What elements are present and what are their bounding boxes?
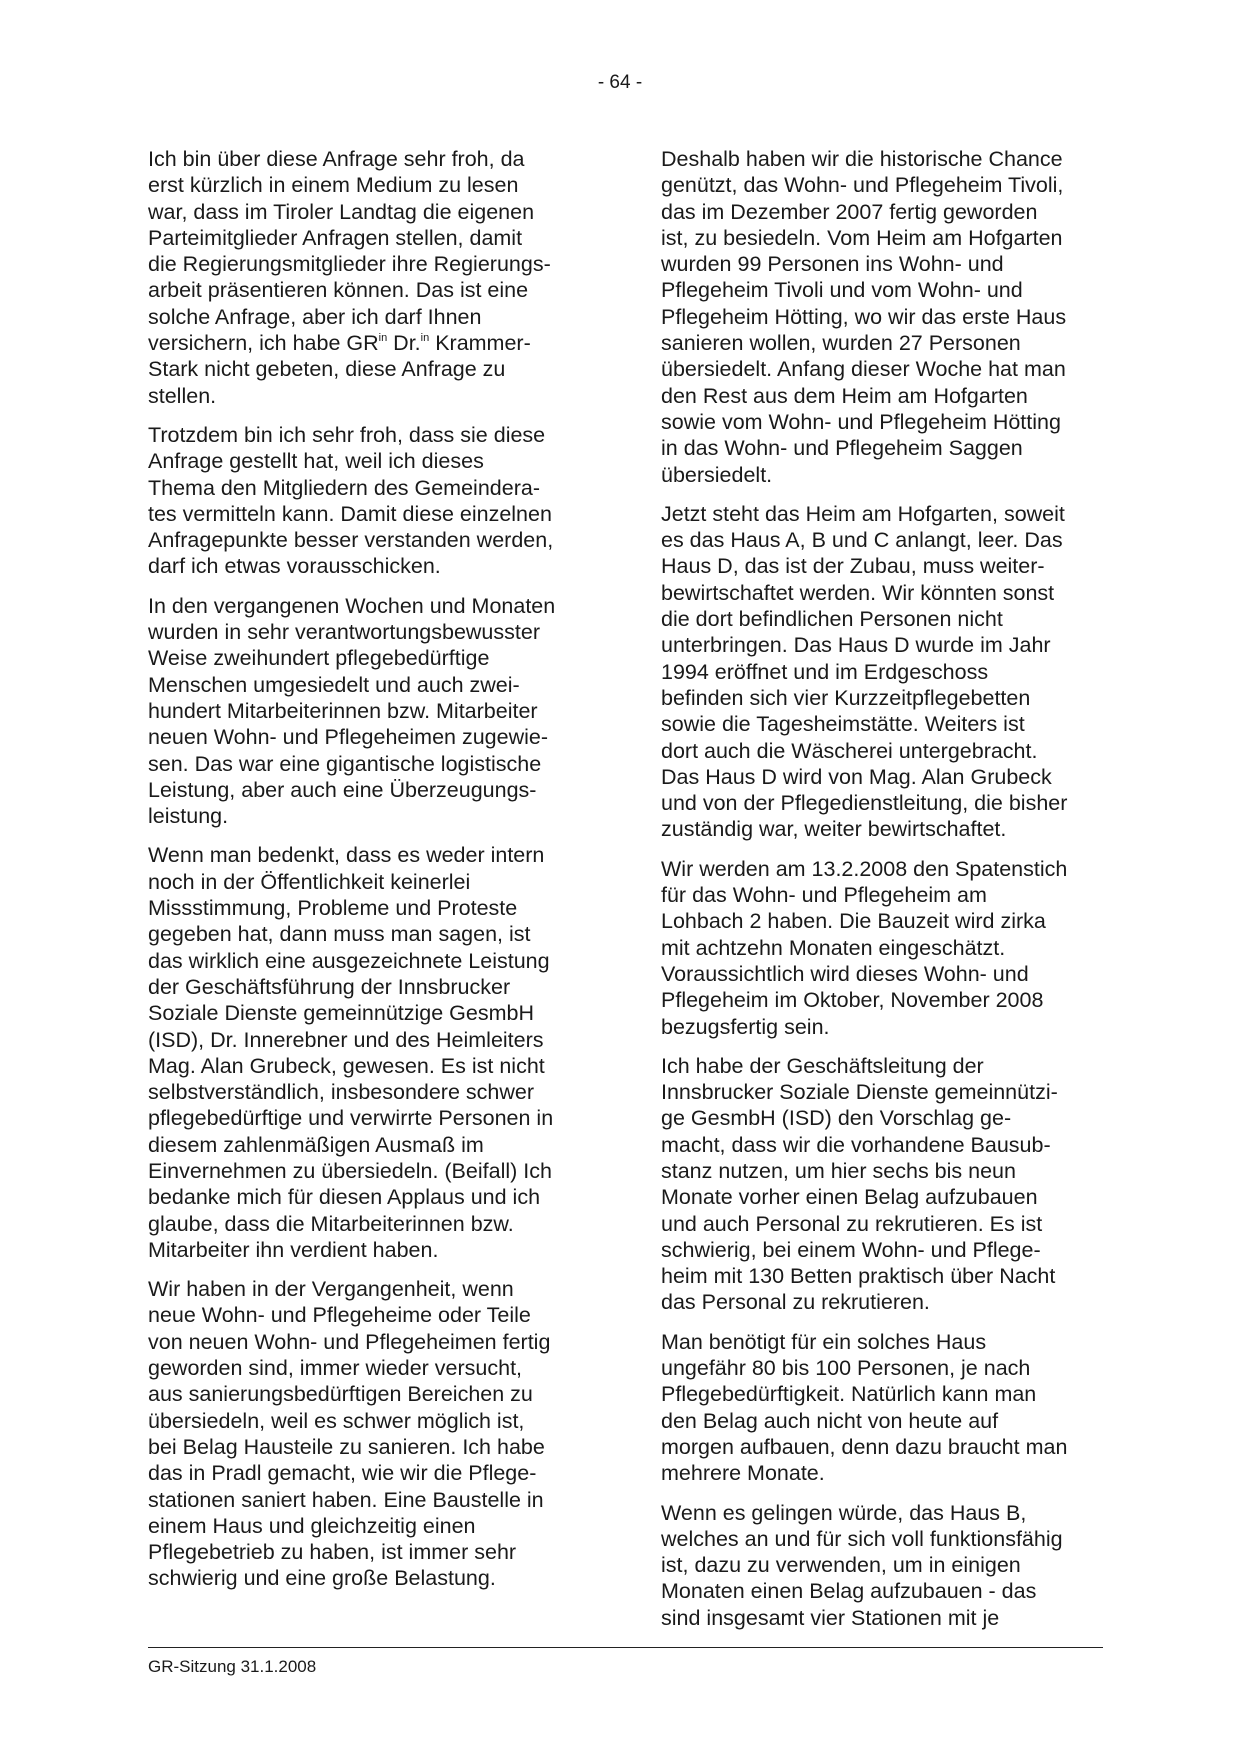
text-line: Man benötigt für ein solches Haus [661,1329,987,1354]
text-line: sowie die Tagesheimstätte. Weiters ist [661,712,1025,737]
paragraph [148,422,588,580]
text-line: der Geschäftsführung der Innsbrucker [148,974,511,999]
text-line: stationen saniert haben. Eine Baustelle in [148,1487,544,1512]
text-line: Jetzt steht das Heim am Hofgarten, soweit [661,501,1065,526]
text-line: (ISD), Dr. Innerebner und des Heimleiters [148,1027,544,1052]
text-line: tes vermitteln kann. Damit diese einzelnen [148,501,552,526]
text-line: Monaten einen Belag aufzubauen - das [661,1579,1037,1604]
text-line: für das Wohn- und Pflegeheim am [661,883,987,908]
text-line: die dort befindlichen Personen nicht [661,607,1003,632]
text-line: war, dass im Tiroler Landtag die eigenen [148,199,535,224]
text-line: Thema den Mitgliedern des Gemeindera- [148,475,540,500]
text-line: neuen Wohn- und Pflegeheimen zugewie- [148,725,549,750]
text-line: bezugsfertig sein. [661,1014,830,1039]
text-line: stellen. [148,383,217,408]
text-line: unterbringen. Das Haus D wurde im Jahr [661,633,1051,658]
text-line: gegeben hat, dann muss man sagen, ist [148,922,531,947]
text-line: das in Pradl gemacht, wie wir die Pflege- [148,1461,537,1486]
text-line: übersiedelt. Anfang dieser Woche hat man [661,357,1066,382]
text-line: es das Haus A, B und C anlangt, leer. Das [661,528,1063,553]
text-line: hundert Mitarbeiterinnen bzw. Mitarbeiter [148,698,538,723]
paragraph [661,856,1101,1040]
text-line: arbeit präsentieren können. Das ist eine [148,278,529,303]
text-line: macht, dass wir die vorhandene Bausub- [661,1132,1051,1157]
text-line: Menschen umgesiedelt und auch zwei- [148,672,520,697]
text-line: leistung. [148,804,229,829]
text-line: übersiedeln, weil es schwer möglich ist, [148,1408,525,1433]
right-column [661,146,1101,1644]
text-line: Pflegeheim im Oktober, November 2008 [661,988,1044,1013]
text-line: Trotzdem bin ich sehr froh, dass sie diese [148,422,546,447]
paragraph [148,146,588,409]
text-line: neue Wohn- und Pflegeheime oder Teile [148,1303,531,1328]
text-line: ungefähr 80 bis 100 Personen, je nach [661,1356,1031,1381]
paragraph [148,1276,588,1592]
text-line: Anfrage gestellt hat, weil ich dieses [148,449,484,474]
text-line: aus sanierungsbedürftigen Bereichen zu [148,1382,533,1407]
text-line: sind insgesamt vier Stationen mit je [661,1605,1000,1630]
text-line: mit achtzehn Monaten eingeschätzt. [661,935,1006,960]
text-line: wurden in sehr verantwortungsbewusster [148,620,540,645]
text-line: morgen aufbauen, denn dazu braucht man [661,1434,1068,1459]
text-line: erst kürzlich in einem Medium zu lesen [148,173,519,198]
text-line: in das Wohn- und Pflegeheim Saggen [661,436,1023,461]
text-line: Ich habe der Geschäftsleitung der [661,1053,984,1078]
text-line: Pflegeheim Tivoli und vom Wohn- und [661,278,1023,303]
text-line: das wirklich eine ausgezeichnete Leistung [148,948,550,973]
text-line [148,330,588,356]
text-line: und auch Personal zu rekrutieren. Es ist [661,1211,1043,1236]
text-line: selbstverständlich, insbesondere schwer [148,1080,535,1105]
text-line: die Regierungsmitglieder ihre Regierungs- [148,252,551,277]
text-line: Pflegeheim Hötting, wo wir das erste Haus [661,304,1067,329]
left-column [148,146,588,1605]
text-line: das Personal zu rekrutieren. [661,1290,930,1315]
text-line: Leistung, aber auch eine Überzeugungs- [148,777,537,802]
text-line: Mag. Alan Grubeck, gewesen. Es ist nicht [148,1053,545,1078]
text-line: noch in der Öffentlichkeit keinerlei [148,869,471,894]
superscript: in [420,332,430,345]
text-line: Wir haben in der Vergangenheit, wenn [148,1277,514,1302]
text-line: glaube, dass die Mitarbeiterinnen bzw. [148,1211,514,1236]
text-line: schwierig und eine große Belastung. [148,1566,496,1591]
text-line: mehrere Monate. [661,1461,825,1486]
text-line: den Rest aus dem Heim am Hofgarten [661,383,1028,408]
text-line: sen. Das war eine gigantische logistische [148,751,542,776]
text-line: bei Belag Hausteile zu sanieren. Ich habe [148,1434,545,1459]
text-line: bewirtschaftet werden. Wir könnten sonst [661,580,1055,605]
text-line: den Belag auch nicht von heute auf [661,1408,999,1433]
superscript: in [378,332,388,345]
text-line: diesem zahlenmäßigen Ausmaß im [148,1132,484,1157]
text-line: Soziale Dienste gemeinnützige GesmbH [148,1001,535,1026]
text-line: Deshalb haben wir die historische Chance [661,147,1063,171]
text-line: dort auch die Wäscherei untergebracht. [661,738,1038,763]
text-line: Das Haus D wird von Mag. Alan Grubeck [661,764,1052,789]
text-line: Wenn es gelingen würde, das Haus B, [661,1500,1027,1525]
paragraph [661,501,1101,843]
text-line: einem Haus und gleichzeitig einen [148,1513,476,1538]
text-fragment: Krammer- [429,331,531,356]
text-fragment: versichern, ich habe GR [148,331,379,356]
text-line: von neuen Wohn- und Pflegeheimen fertig [148,1329,551,1354]
text-line: Wenn man bedenkt, dass es weder intern [148,843,545,868]
text-line: heim mit 130 Betten praktisch über Nacht [661,1264,1056,1289]
text-line: sanieren wollen, wurden 27 Personen [661,331,1021,356]
text-line: zuständig war, weiter bewirtschaftet. [661,817,1007,842]
text-line: Mitarbeiter ihn verdient haben. [148,1237,439,1262]
paragraph [148,842,588,1263]
text-line: Missstimmung, Probleme und Proteste [148,896,518,921]
paragraph [661,1500,1101,1631]
text-line: Voraussichtlich wird dieses Wohn- und [661,961,1029,986]
paragraph [661,1329,1101,1487]
text-line: ist, zu besiedeln. Vom Heim am Hofgarten [661,225,1063,250]
text-line: Innsbrucker Soziale Dienste gemeinnützi- [661,1080,1058,1105]
paragraph [148,593,588,830]
text-line: genützt, das Wohn- und Pflegeheim Tivoli, [661,173,1064,198]
text-line: Ich bin über diese Anfrage sehr froh, da [148,147,525,171]
footer-divider [148,1647,1103,1648]
text-line: Einvernehmen zu übersiedeln. (Beifall) Ich [148,1158,552,1183]
text-line: Parteimitglieder Anfragen stellen, damit [148,225,523,250]
text-line: ist, dazu zu verwenden, um in einigen [661,1553,1021,1578]
text-line: Pflegebetrieb zu haben, ist immer sehr [148,1540,517,1565]
text-line: und von der Pflegedienstleitung, die bisher [661,791,1068,816]
text-line: solche Anfrage, aber ich darf Ihnen [148,304,482,329]
text-line: stanz nutzen, um hier sechs bis neun [661,1158,1016,1183]
text-line: Stark nicht gebeten, diese Anfrage zu [148,357,506,382]
text-line: Lohbach 2 haben. Die Bauzeit wird zirka [661,909,1046,934]
text-line: Monate vorher einen Belag aufzubauen [661,1185,1038,1210]
text-line: bedanke mich für diesen Applaus und ich [148,1185,541,1210]
footer-session-date: GR-Sitzung 31.1.2008 [148,1657,317,1676]
text-line: welches an und für sich voll funktionsfähig [661,1526,1063,1551]
text-line: pflegebedürftige und verwirrte Personen in [148,1106,554,1131]
paragraph [661,1053,1101,1316]
text-line: wurden 99 Personen ins Wohn- und [661,252,1004,277]
text-line: geworden sind, immer wieder versucht, [148,1356,523,1381]
text-line: Haus D, das ist der Zubau, muss weiter- [661,554,1045,579]
text-line: ge GesmbH (ISD) den Vorschlag ge- [661,1106,1012,1131]
page-number: - 64 - [597,72,643,93]
text-line: schwierig, bei einem Wohn- und Pflege- [661,1237,1041,1262]
text-line: übersiedelt. [661,462,773,487]
text-line: In den vergangenen Wochen und Monaten [148,593,556,618]
text-line: Pflegebedürftigkeit. Natürlich kann man [661,1382,1037,1407]
text-fragment: Dr. [387,331,421,356]
text-line: das im Dezember 2007 fertig geworden [661,199,1038,224]
text-line: Wir werden am 13.2.2008 den Spatenstich [661,856,1068,881]
text-line: Weise zweihundert pflegebedürftige [148,646,490,671]
text-line: darf ich etwas vorausschicken. [148,554,441,579]
text-line: sowie vom Wohn- und Pflegeheim Hötting [661,409,1061,434]
text-line: Anfragepunkte besser verstanden werden, [148,528,554,553]
paragraph [661,146,1101,488]
text-line: befinden sich vier Kurzzeitpflegebetten [661,685,1031,710]
text-line: 1994 eröffnet und im Erdgeschoss [661,659,989,684]
